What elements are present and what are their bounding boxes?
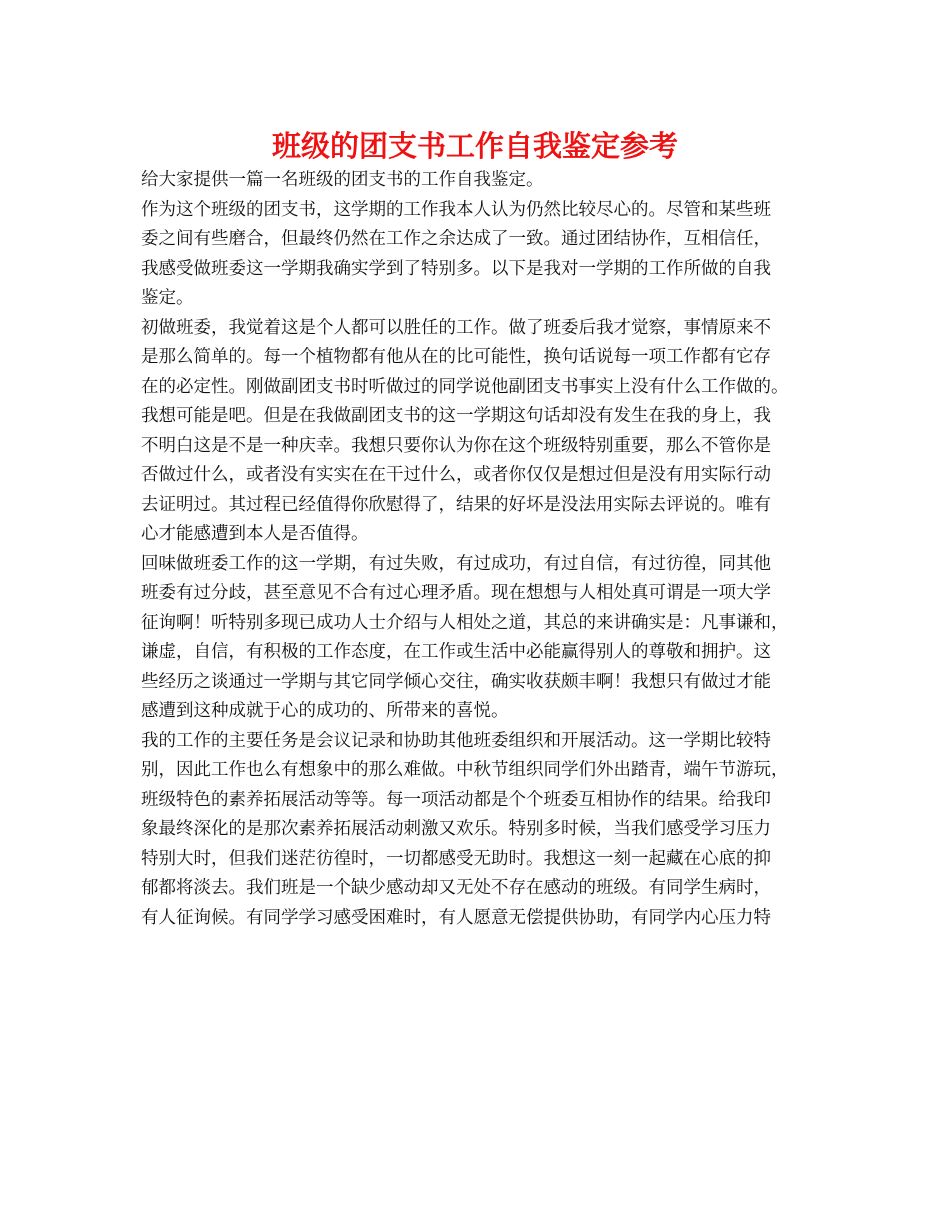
document-title: 班级的团支书工作自我鉴定参考 bbox=[271, 129, 678, 163]
text-line: 郁都将淡去。我们班是一个缺少感动却又无处不存在感动的班级。有同学生病时， bbox=[141, 878, 771, 898]
text-line: 有人征询候。有同学学习感受困难时，有人愿意无偿提供协助，有同学内心压力特 bbox=[141, 907, 771, 928]
text-line: 些经历之谈通过一学期与其它同学倾心交往，确实收获颇丰啊！我想只有做过才能 bbox=[141, 671, 771, 692]
text-line: 特别大时，但我们迷茫彷徨时，一切都感受无助时。我想这一刻一起藏在心底的抑 bbox=[141, 848, 771, 869]
text-line: 我想可能是吧。但是在我做副团支书的这一学期这句话却没有发生在我的身上，我 bbox=[141, 406, 771, 426]
text-line: 象最终深化的是那次素养拓展活动刺激又欢乐。特别多时候，当我们感受学习压力 bbox=[141, 819, 771, 839]
text-line: 不明白这是不是一种庆幸。我想只要你认为你在这个班级特别重要，那么不管你是 bbox=[141, 435, 771, 456]
text-line: 别，因此工作也么有想象中的那么难做。中秋节组织同学们外出踏青，端午节游玩， bbox=[141, 760, 789, 780]
text-line: 否做过什么，或者没有实实在在干过什么，或者你仅仅是想过但是没有用实际行动 bbox=[141, 465, 771, 485]
text-line: 我感受做班委这一学期我确实学到了特别多。以下是我对一学期的工作所做的自我 bbox=[141, 258, 771, 279]
text-line: 感遭到这种成就于心的成功的、所带来的喜悦。 bbox=[141, 701, 509, 721]
text-line: 鉴定。 bbox=[141, 288, 194, 308]
text-line: 我的工作的主要任务是会议记录和协助其他班委组织和开展活动。这一学期比较特 bbox=[141, 730, 771, 751]
text-line: 班委有过分歧，甚至意见不合有过心理矛盾。现在想想与人相处真可谓是一项大学 bbox=[141, 583, 771, 603]
text-line: 是那么简单的。每一个植物都有他从在的比可能性，换句话说每一项工作都有它存 bbox=[141, 347, 771, 367]
text-line: 回味做班委工作的这一学期，有过失败，有过成功，有过自信，有过彷徨，同其他 bbox=[141, 553, 771, 574]
document-body bbox=[141, 166, 825, 933]
text-line: 作为这个班级的团支书，这学期的工作我本人认为仍然比较尽心的。尽管和某些班 bbox=[141, 199, 771, 220]
text-line: 委之间有些磨合，但最终仍然在工作之余达成了一致。通过团结协作，互相信任， bbox=[141, 229, 771, 249]
text-line: 去证明过。其过程已经值得你欣慰得了，结果的好坏是没法用实际去评说的。唯有 bbox=[141, 494, 771, 515]
text-line: 给大家提供一篇一名班级的团支书的工作自我鉴定。 bbox=[141, 170, 544, 190]
text-line: 谦虚，自信，有积极的工作态度，在工作或生活中必能赢得别人的尊敬和拥护。这 bbox=[141, 642, 771, 662]
text-line: 初做班委，我觉着这是个人都可以胜任的工作。做了班委后我才觉察，事情原来不 bbox=[141, 317, 771, 338]
text-line: 班级特色的素养拓展活动等等。每一项活动都是个个班委互相协作的结果。给我印 bbox=[141, 789, 771, 810]
text-line: 在的必定性。刚做副团支书时听做过的同学说他副团支书事实上没有什么工作做的。 bbox=[141, 376, 789, 397]
text-line: 心才能感遭到本人是否值得。 bbox=[141, 524, 369, 544]
text-line: 征询啊！听特别多现已成功人士介绍与人相处之道，其总的来讲确实是：凡事谦和， bbox=[141, 612, 789, 633]
